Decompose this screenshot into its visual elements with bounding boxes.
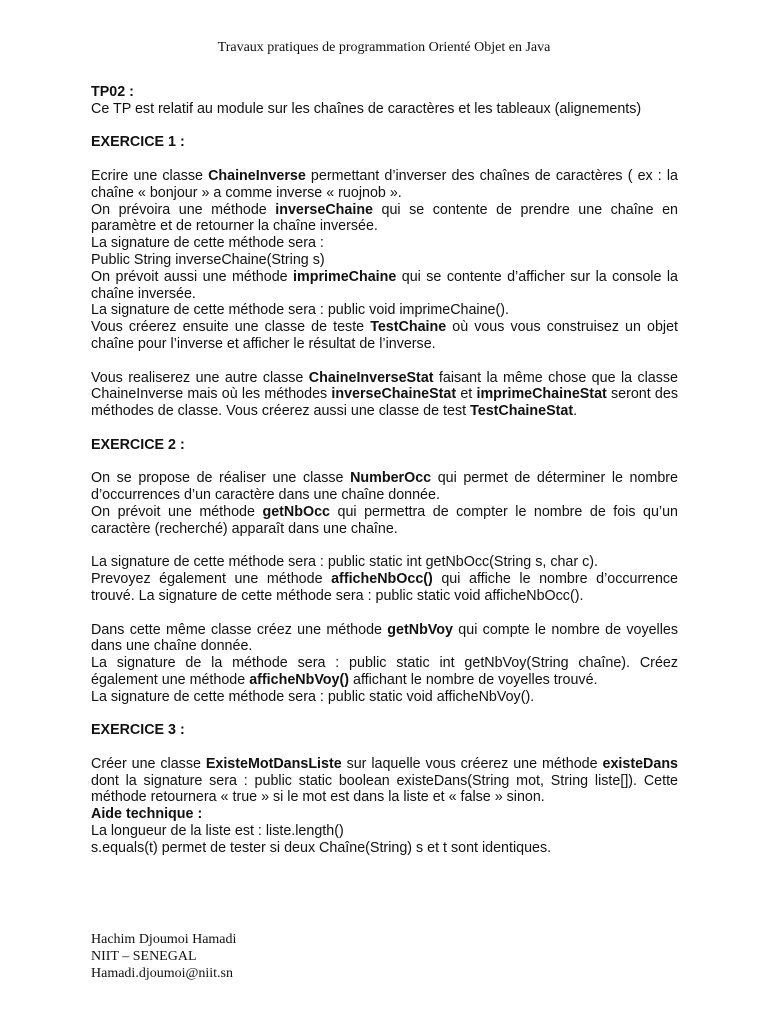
author-organization: NIIT – SENEGAL — [91, 949, 197, 964]
ex1-signature-1: Public String inverseChaine(String s) — [91, 251, 325, 268]
ex1-paragraph-3: La signature de cette méthode sera : — [91, 235, 324, 252]
ex1-paragraph-6: La signature de cette méthode sera : public void imprimeChaine(). — [91, 302, 510, 319]
ex1-paragraph-2: On prévoira une méthode inverseChaine qui se contente de prendre une chaîne en paramètre et de retourner la chaîne inversée. — [91, 201, 678, 235]
ex2-paragraph-4: Prevoyez également une méthode afficheNbOcc() qui affiche le nombre d’occurrence trouvé. La signature de cette méthode sera : public static void afficheNbOcc(). — [91, 571, 678, 604]
page-header: Travaux pratiques de programmation Orienté Objet en Java — [217, 40, 551, 55]
ex2-paragraph-7: La signature de cette méthode sera : public static void afficheNbVoy(). — [91, 688, 535, 705]
aide-technique-line-1: La longueur de la liste est : liste.length() — [91, 823, 344, 840]
ex3-paragraph-1: Créer une classe ExisteMotDansListe sur laquelle vous créerez une méthode existeDans dont la signature sera : public static boolean existeDans(String mot, String liste[]). Cette méthode retournera « true » si le mot est dans la liste et « false » sinon. — [91, 755, 678, 806]
ex1-paragraph-1: Ecrire une classe ChaineInverse permettant d’inverser des chaînes de caractères ( ex : la chaîne « bonjour » a comme inverse « ruojnob ». — [91, 167, 678, 201]
ex2-paragraph-5: Dans cette même classe créez une méthode getNbVoy qui compte le nombre de voyelles dans une chaîne donnée. — [91, 621, 678, 655]
ex2-paragraph-1: On se propose de réaliser une classe NumberOcc qui permet de déterminer le nombre d’occurrences d’un caractère dans une chaîne donnée. — [91, 470, 679, 504]
ex1-paragraph-8: Vous realiserez une autre classe ChaineInverseStat faisant la même chose que la classe ChaineInverse mais où les méthodes inverseChaineStat et imprimeChaineStat seront des méthodes de classe. Vous créerez aussi une classe de test TestChaineStat. — [91, 369, 678, 420]
aide-technique-title: Aide technique : — [91, 806, 203, 823]
exercise-2-title: EXERCICE 2 : — [91, 436, 185, 453]
ex2-paragraph-6: La signature de la méthode sera : public static int getNbVoy(String chaîne). Créez également une méthode afficheNbVoy() affichant le nombre de voyelles trouvé. — [91, 655, 678, 688]
tp-title: TP02 : — [91, 84, 134, 100]
author-name: Hachim Djoumoi Hamadi — [91, 932, 237, 947]
intro-paragraph: Ce TP est relatif au module sur les chaînes de caractères et les tableaux (alignements) — [91, 100, 642, 117]
exercise-3-title: EXERCICE 3 : — [91, 722, 185, 739]
ex2-paragraph-3: La signature de cette méthode sera : public static int getNbOcc(String s, char c). — [91, 554, 598, 571]
ex1-paragraph-7: Vous créerez ensuite une classe de teste TestChaine où vous vous construisez un objet chaîne pour l’inverse et afficher le résultat de l’inverse. — [91, 319, 678, 352]
aide-technique-line-2: s.equals(t) permet de tester si deux Chaîne(String) s et t sont identiques. — [91, 839, 552, 856]
ex1-paragraph-5: On prévoit aussi une méthode imprimeChaine qui se contente d’afficher sur la console la chaîne inversée. — [91, 268, 678, 302]
page-footer — [91, 931, 236, 982]
ex2-paragraph-2: On prévoit une méthode getNbOcc qui permettra de compter le nombre de fois qu’un caractère (recherché) apparaît dans une chaîne. — [91, 503, 678, 537]
author-email: Hamadi.djoumoi@niit.sn — [91, 966, 233, 981]
document-body — [91, 84, 678, 857]
exercise-1-title: EXERCICE 1 : — [91, 134, 185, 151]
